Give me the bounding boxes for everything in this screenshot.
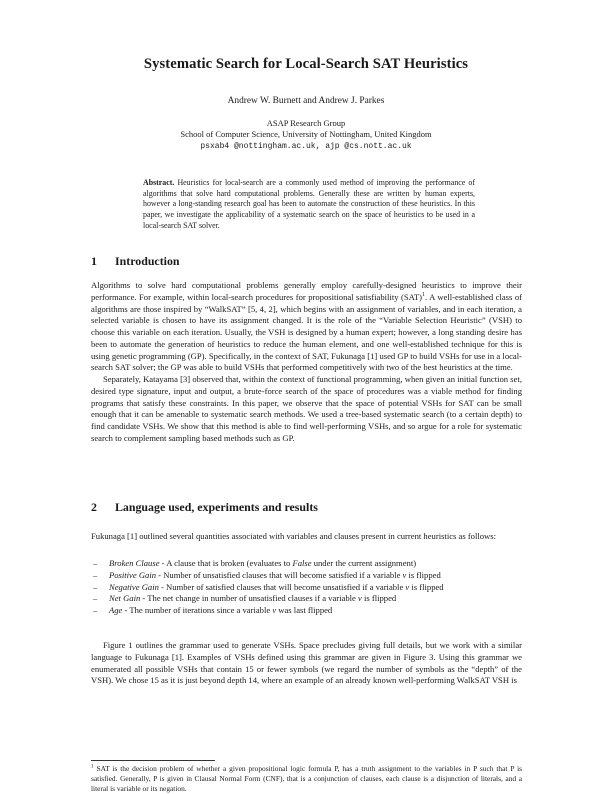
- section2-paragraph: Figure 1 outlines the grammar used to generate VSHs. Space precludes giving full details, but we work with a similar language to Fukunaga [1]. Examples of VSHs defined using this grammar are given in Figure 3. Using this grammar we enumerated all possible VSHs that contain 15 or fewer symbols (we regard the number of symbols as the “depth” of the VSH). We chose 15 as it is just beyond depth 14, where an example of an already known well-performing WalkSAT VSH is: [91, 640, 522, 686]
- list-item: – Age - The number of iterations since a variable v was last flipped: [93, 605, 333, 615]
- footnote-ref: 1: [422, 291, 426, 298]
- school: School of Computer Science, University of Nottingham, United Kingdom: [180, 129, 432, 140]
- introduction-paragraph-2: Separately, Katayama [3] observed that, within the context of functional programming, when given an initial function set, desired type signature, input and output, a brute-force search of the space of procedures was a viable method for finding programs that satisfy these constraints. In this paper, we observe that the space of potential VSHs for SAT can be small enough that it can be amenable to systematic search methods. We used a tree-based systematic search (to a certain depth) to find candidate VSHs. We show that this method is able to find well-performing VSHs, and so argue for a role for systematic search to complement sampling based methods such as GP.: [91, 374, 522, 443]
- list-item: – Net Gain - The net change in number of unsatisfied clauses if a variable v is flipped: [93, 593, 397, 604]
- abstract-text: Heuristics for local-search are a commonly used method of improving the performance of algorithms that solve hard computational problems. Generally these are written by human experts, however a long-standing research goal has been to automate the construction of these heuristics. In this paper, we investigate the applicability of a systematic search on the space of heuristics to be used in a local-search SAT solver.: [143, 178, 475, 230]
- section2-intro: Fukunaga [1] outlined several quantities associated with variables and clauses present in current heuristics as follows:: [91, 531, 496, 541]
- section-number: 1: [91, 254, 97, 268]
- section-title: Introduction: [115, 254, 180, 268]
- footnote: [91, 764, 522, 794]
- section-number: 2: [91, 500, 97, 514]
- paper-title: Systematic Search for Local-Search SAT Heuristics: [143, 56, 469, 72]
- list-item: – Broken Clause - A clause that is broken (evaluates to False under the current assignment): [93, 558, 417, 568]
- abstract-label: Abstract.: [143, 178, 175, 187]
- research-group: ASAP Research Group: [266, 118, 346, 128]
- footnote-mark: 1: [91, 763, 94, 770]
- abstract: [143, 178, 475, 232]
- list-item: – Negative Gain - Number of satisfied clauses that will become unsatisfied if a variable v is flipped: [93, 581, 444, 592]
- section-heading-introduction: [91, 254, 180, 269]
- footnote-text: SAT is the decision problem of whether a given propositional logic formula P, has a truth assignment to the variables in P such that P is satisfied. Generally, P is given in Clausal Normal Form (CNF), that is a conjunction of clauses, each clause is a disjunction of literals, and a literal is variable or its negation.: [91, 764, 522, 793]
- introduction-body: [91, 280, 522, 445]
- emails: psxab4 @nottingham.ac.uk, ajp @cs.nott.ac.uk: [200, 141, 412, 151]
- affiliation: [0, 118, 612, 152]
- footnote-rule: [91, 760, 215, 761]
- introduction-paragraph-1: Algorithms to solve hard computational problems generally employ carefully-designed heuristics to improve their performance. For example, within local-search procedures for propositional satisfiability (SAT)$^1$. A well-established class of algorithms are those inspired by “WalkSAT” [5, 4, 2], which begins with an assignment of variables, and in each iteration, a selected variable is chosen to have its assignment changed. It is the role of the “Variable Selection Heuristic” (VSH) to choose this variable on each iteration. Usually, the VSH is designed by a human expert; however, a long standing desire has been to automate the generation of heuristics to reduce the human element, and one well-established technique for this is using genetic programming (GP). Specifically, in the context of SAT, Fukunaga [1] used GP to build VSHs for use in a local-search SAT solver; the GP was able to build VSHs that performed competitively with two of the best heuristics at the time.: [91, 280, 522, 373]
- list-item: – Positive Gain - Number of unsatisfied clauses that will become satisfied if a variable v is flipped: [93, 569, 441, 580]
- authors: Andrew W. Burnett and Andrew J. Parkes: [227, 96, 385, 106]
- section-heading-language: [91, 500, 318, 515]
- quantity-list: [91, 558, 522, 617]
- section-title: Language used, experiments and results: [115, 500, 318, 514]
